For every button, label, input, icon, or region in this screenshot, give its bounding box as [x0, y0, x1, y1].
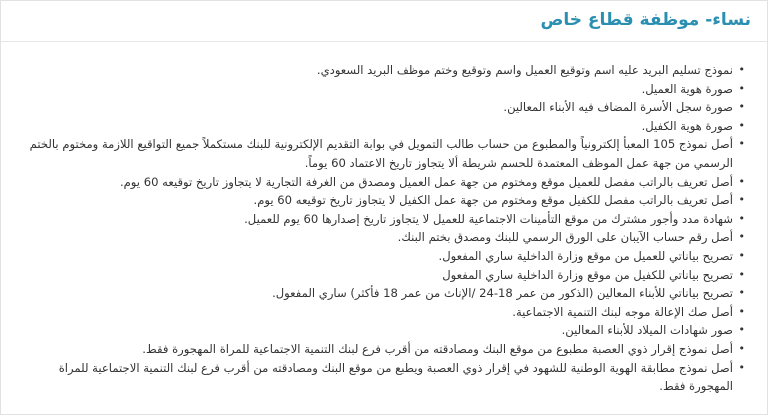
- list-item-text: صور شهادات الميلاد للأبناء المعالين.: [561, 323, 733, 338]
- bullet-icon: •: [738, 63, 745, 76]
- list-item-text: صورة هوية الكفيل.: [641, 118, 733, 133]
- bullet-icon: •: [738, 100, 745, 114]
- list-item: [29, 359, 745, 396]
- list-item-text: نموذج تسليم البريد عليه اسم وتوقيع العميل واسم وتوقيع وختم موظف البريد السعودي.: [316, 63, 733, 77]
- bullet-icon: •: [738, 230, 745, 244]
- list-item-text: أصل صك الإعالة موجه لبنك التنمية الاجتماعية.: [512, 304, 733, 319]
- list-item: [29, 228, 745, 247]
- card-body: [1, 42, 767, 396]
- list-item: [29, 61, 745, 80]
- bullet-icon: •: [738, 137, 745, 151]
- list-item-text: تصريح بياناتي للكفيل من موقع وزارة الداخلية ساري المفعول: [442, 267, 733, 282]
- list-item-text: أصل نموذج 105 المعبأ إلكترونياً والمطبوع من حساب طالب التمويل في بوابة التقديم الإلكترونية للبنك مستكملاً جميع التواقيع اللازمة ومختوم بالختم الرسمي من جهة عمل الموظف المعتمدة للحسم شريطة ألا يتجاوز تاريخ الاعتماد 60 يوماً.: [29, 137, 733, 170]
- list-item-text: أصل تعريف بالراتب مفصل للكفيل موقع ومختوم من جهة عمل الكفيل لا يتجاوز تاريخ توقيعه 60 يوم.: [253, 193, 733, 208]
- bullet-icon: •: [738, 118, 745, 132]
- bullet-icon: •: [738, 211, 745, 225]
- list-item-text: أصل تعريف بالراتب مفصل للعميل موقع ومختوم من جهة عمل العميل ومصدق من الغرفة التجارية لا يتجاوز تاريخ توقيعه 60 يوم.: [119, 174, 733, 189]
- list-item-text: أصل نموذج مطابقة الهوية الوطنية للشهود في إقرار ذوي العصبة ويطبع من موقع البنك ومصادقته من أقرب فرع لبنك التنمية الاجتماعية للمراة المهجورة فقط.: [58, 360, 733, 394]
- list-item-text: صورة هوية العميل.: [641, 81, 733, 96]
- list-item: [29, 284, 745, 303]
- list-item-text: أصل رقم حساب الآيبان على الورق الرسمي للبنك ومصدق بختم البنك.: [397, 230, 733, 245]
- bullet-icon: •: [738, 193, 745, 207]
- card-header: [1, 1, 767, 42]
- bullet-icon: •: [738, 304, 745, 318]
- list-item: [29, 80, 745, 99]
- list-item-text: شهادة مدد وأجور مشترك من موقع التأمينات الاجتماعية للعميل لا يتجاوز تاريخ إصدارها 60 يوم للعميل.: [244, 211, 733, 226]
- bullet-icon: •: [738, 81, 745, 95]
- bullet-icon: •: [738, 341, 745, 355]
- list-item-text: صورة سجل الأسرة المضاف فيه الأبناء المعالين.: [503, 100, 733, 115]
- requirements-list: [29, 61, 747, 396]
- bullet-icon: •: [738, 174, 745, 188]
- list-item: [29, 191, 745, 210]
- list-item: [29, 321, 745, 340]
- list-item: [29, 98, 745, 117]
- list-item: [29, 173, 745, 192]
- bullet-icon: •: [738, 286, 745, 300]
- bullet-icon: •: [738, 323, 745, 337]
- bullet-icon: •: [738, 248, 745, 262]
- list-item: [29, 135, 745, 172]
- list-item-text: تصريح بياناتي للعميل من موقع وزارة الداخلية ساري المفعول.: [438, 248, 733, 263]
- bullet-icon: •: [738, 360, 745, 374]
- list-item: [29, 247, 745, 266]
- list-item-text: أصل نموذج إقرار ذوي العصبة مطبوع من موقع البنك ومصادقته من أقرب فرع لبنك التنمية الاجتماعية للمراة المهجورة فقط.: [142, 341, 733, 356]
- list-item: [29, 210, 745, 229]
- bullet-icon: •: [738, 267, 745, 281]
- list-item: [29, 303, 745, 322]
- list-item: [29, 266, 745, 285]
- page-title: نساء- موظفة قطاع خاص: [540, 10, 751, 30]
- list-item: [29, 340, 745, 359]
- list-item: [29, 117, 745, 136]
- list-item-text: تصريح بياناتي للأبناء المعالين (الذكور من عمر 18-24 /الإناث من عمر 18 فأكثر) ساري المفعول.: [272, 286, 733, 301]
